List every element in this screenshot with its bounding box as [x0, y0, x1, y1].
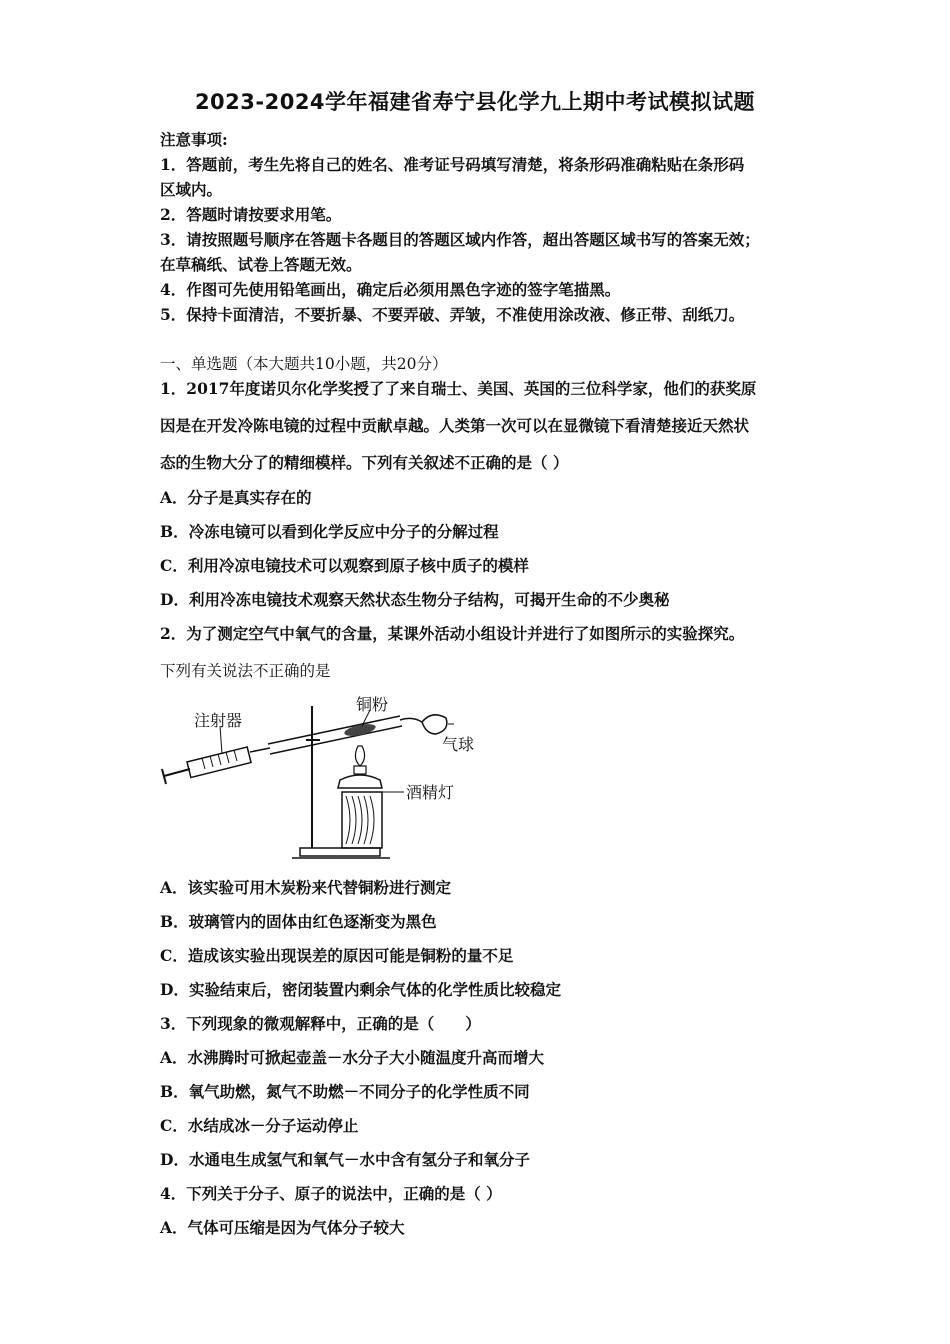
lamp-grain — [346, 796, 374, 844]
q4-option-a: A．气体可压缩是因为气体分子较大 — [160, 1218, 405, 1237]
q2-option-c: C．造成该实验出现误差的原因可能是铜粉的量不足 — [160, 946, 514, 965]
label-copper: 铜粉 — [356, 696, 389, 714]
syringe — [162, 747, 270, 784]
rubber-tube — [400, 718, 422, 722]
q1-stem-line: 因是在开发冷陈电镜的过程中贡献卓越。人类第一次可以在显微镜下看清楚接近天然状 — [160, 416, 750, 435]
label-syringe: 注射器 — [194, 711, 243, 730]
notice-line: 3．请按照题号顺序在答题卡各题目的答题区域内作答，超出答题区域书写的答案无效； — [160, 230, 760, 249]
q4-stem: 4．下列关于分子、原子的说法中，正确的是（ ） — [160, 1184, 502, 1203]
q3-stem: 3．下列现象的微观解释中，正确的是（ ） — [160, 1014, 481, 1033]
label-lamp: 酒精灯 — [406, 783, 455, 802]
apparatus-figure — [160, 696, 490, 866]
q2-stem-line: 下列有关说法不正确的是 — [160, 662, 331, 680]
q1-stem-line: 1．2017年度诺贝尔化学奖授了了来自瑞士、美国、英国的三位科学家，他们的获奖原 — [160, 379, 757, 398]
q1-option-a: A．分子是真实存在的 — [160, 488, 312, 507]
q1-option-c: C．利用冷凉电镜技术可以观察到原子核中质子的模样 — [160, 556, 529, 575]
notice-line: 1．答题前，考生先将自己的姓名、准考证号码填写清楚，将条形码准确粘贴在条形码 — [160, 155, 745, 174]
q2-option-a: A．该实验可用木炭粉来代替铜粉进行测定 — [160, 878, 452, 897]
q3-option-c: C．水结成冰－分子运动停止 — [160, 1116, 359, 1135]
q1-option-b: B．冷冻电镜可以看到化学反应中分子的分解过程 — [160, 522, 499, 541]
q1-option-d: D．利用冷冻电镜技术观察天然状态生物分子结构，可揭开生命的不少奥秘 — [160, 590, 670, 609]
q3-option-d: D．水通电生成氢气和氧气－水中含有氢分子和氧分子 — [160, 1150, 530, 1169]
q3-option-a: A．水沸腾时可掀起壶盖－水分子大小随温度升高而增大 — [160, 1048, 545, 1067]
balloon — [422, 715, 447, 734]
notice-line: 2．答题时请按要求用笔。 — [160, 205, 342, 224]
notice-line: 在草稿纸、试卷上答题无效。 — [160, 255, 362, 274]
flame — [355, 746, 364, 766]
q2-option-b: B．玻璃管内的固体由红色逐渐变为黑色 — [160, 912, 437, 931]
label-balloon: 气球 — [442, 735, 475, 754]
syringe-leader — [220, 726, 222, 754]
page-title: 2023-2024学年福建省寿宁县化学九上期中考试模拟试题 — [194, 90, 756, 114]
lamp-top — [338, 775, 382, 788]
glass-tube — [268, 716, 402, 754]
q2-option-d: D．实验结束后，密闭装置内剩余气体的化学性质比较稳定 — [160, 980, 561, 999]
apparatus-diagram — [160, 696, 490, 866]
notice-line: 4．作图可先使用铅笔画出，确定后必须用黑色字迹的签字笔描黑。 — [160, 280, 621, 299]
notice-line: 区域内。 — [160, 180, 223, 199]
section-heading: 一、单选题（本大题共10小题，共20分） — [160, 355, 448, 373]
notice-line: 5．保持卡面清洁，不要折暴、不要弄破、弄皱，不准使用涂改液、修正带、刮纸刀。 — [160, 305, 745, 324]
q3-option-b: B．氧气助燃，氮气不助燃－不同分子的化学性质不同 — [160, 1082, 530, 1101]
wick — [354, 766, 366, 774]
q2-stem-line: 2．为了测定空气中氧气的含量，某课外活动小组设计并进行了如图所示的实验探究。 — [160, 624, 745, 643]
stand-base — [300, 848, 380, 856]
q1-stem-line: 态的生物大分了的精细模样。下列有关叙述不正确的是（ ） — [160, 453, 569, 472]
notice-heading: 注意事项: — [160, 130, 228, 149]
